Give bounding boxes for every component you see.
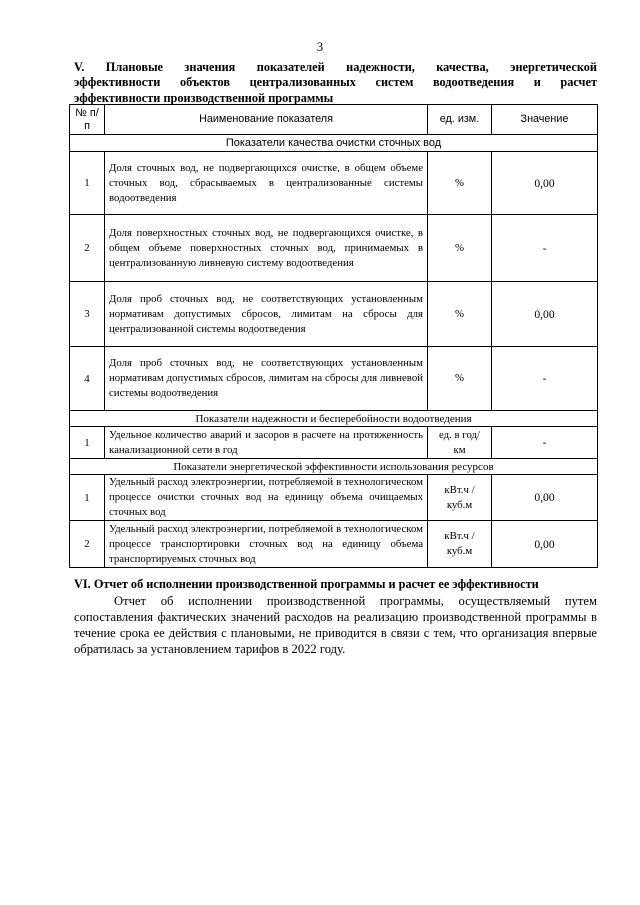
header-name: Наименование показателя — [105, 105, 428, 135]
row-indicator-name: Удельный расход электроэнергии, потребляемой в технологическом процессе очистки сточных вод на единицу объема очищаемых сточных вод — [105, 475, 428, 521]
row-num: 4 — [70, 347, 105, 411]
row-indicator-name: Доля поверхностных сточных вод, не подвергающихся очистке, в общем объеме поверхностных сточных вод, принимаемых в централизованную ливневую систему водоотведения — [105, 215, 428, 282]
row-num: 1 — [70, 475, 105, 521]
group-title-quality: Показатели качества очистки сточных вод — [70, 135, 598, 152]
row-value: - — [492, 215, 598, 282]
header-num: № п/п — [70, 105, 105, 135]
row-num: 3 — [70, 282, 105, 347]
table-row — [70, 215, 598, 282]
group-title-energy: Показатели энергетической эффективности использования ресурсов — [70, 459, 598, 475]
row-unit: кВт.ч / куб.м — [428, 475, 492, 521]
row-indicator-name: Доля сточных вод, не подвергающихся очистке, в общем объеме сточных вод, сбрасываемых в централизованные системы водоотведения — [105, 152, 428, 215]
row-unit: кВт.ч / куб.м — [428, 521, 492, 568]
table-header-row — [70, 105, 598, 135]
row-num: 1 — [70, 152, 105, 215]
row-value: 0,00 — [492, 475, 598, 521]
row-value: 0,00 — [492, 521, 598, 568]
row-value: - — [492, 427, 598, 459]
row-num: 2 — [70, 215, 105, 282]
row-indicator-name: Удельный расход электроэнергии, потребляемой в технологическом процессе транспортировки сточных вод на единицу объема транспортируемых сточных вод — [105, 521, 428, 568]
row-unit: % — [428, 215, 492, 282]
table-row — [70, 475, 598, 521]
row-indicator-name: Удельное количество аварий и засоров в расчете на протяженность канализационной сети в год — [105, 427, 428, 459]
section-6-paragraph: Отчет об исполнении производственной программы, осуществляемый путем сопоставления фактических значений расходов на реализацию производственной программы в течение срока ее действия с плановыми, не приводится в связи с тем, что организация впервые обратилась за установлением тарифов в 2022 году. — [74, 594, 597, 656]
page-number: 3 — [316, 40, 324, 54]
row-num: 2 — [70, 521, 105, 568]
indicators-table — [69, 104, 598, 568]
table-row — [70, 521, 598, 568]
section-5-title-line-3: эффективности производственной программы — [74, 90, 334, 105]
header-value: Значение — [492, 105, 598, 135]
table-row — [70, 427, 598, 459]
row-indicator-name: Доля проб сточных вод, не соответствующих установленным нормативам допустимых сбросов, лимитам на сбросы для ливневой системы водоотведения — [105, 347, 428, 411]
row-value: 0,00 — [492, 282, 598, 347]
row-unit: % — [428, 282, 492, 347]
table-row — [70, 152, 598, 215]
group-header-row — [70, 135, 598, 152]
row-value: 0,00 — [492, 152, 598, 215]
row-num: 1 — [70, 427, 105, 459]
section-5-title-line-1: V. Плановые значения показателей надежности, качества, энергетической — [74, 60, 597, 74]
table-row — [70, 347, 598, 411]
row-indicator-name: Доля проб сточных вод, не соответствующих установленным нормативам допустимых сбросов, лимитам на сбросы для централизованной системы водоотведения — [105, 282, 428, 347]
table-row — [70, 282, 598, 347]
section-5-title-line-2: эффективности объектов централизованных систем водоотведения и расчет — [74, 75, 597, 90]
header-unit: ед. изм. — [428, 105, 492, 135]
row-value: - — [492, 347, 598, 411]
section-6-title: VI. Отчет об исполнении производственной программы и расчет ее эффективности — [74, 577, 539, 591]
group-header-row — [70, 411, 598, 427]
group-header-row — [70, 459, 598, 475]
row-unit: % — [428, 152, 492, 215]
section-5-title — [74, 60, 597, 106]
group-title-reliability: Показатели надежности и бесперебойности водоотведения — [70, 411, 598, 427]
row-unit: ед. в год/ км — [428, 427, 492, 459]
row-unit: % — [428, 347, 492, 411]
